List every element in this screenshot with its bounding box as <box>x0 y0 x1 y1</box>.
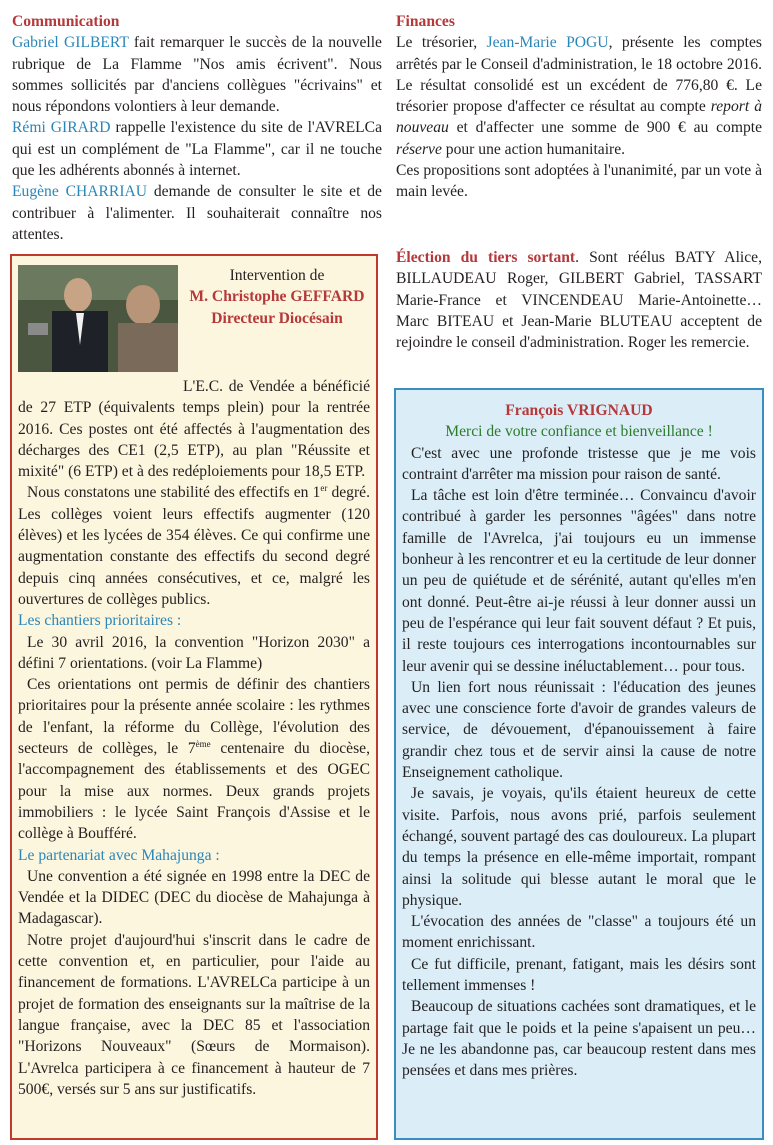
election-section: Élection du tiers sortant. Sont réélus BATY Alice, BILLAUDEAU Roger, GILBERT Gabriel, TASSART Marie-France et VINCENDEAU Marie-Antoinette… Marc BITEAU et Jean-Marie BLUTEAU acceptent de rejoindre le conseil d'administration. Roger les remercie. <box>396 249 762 352</box>
communication-paragraph: Rémi GIRARD rappelle l'existence du site de l'AVRELCa qui est un complément de "La Flamme", car il ne touche que les adhérents abonnés à internet. <box>12 119 382 180</box>
communication-section <box>12 11 382 245</box>
member-name: Rémi GIRARD <box>12 119 111 137</box>
vrignaud-header <box>402 400 756 443</box>
intervention-paragraph: Notre projet d'aujourd'hui s'inscrit dans le cadre de cette convention et, en particulier, pour l'aide au financement de formations. L'AVRELCa participe à un projet de formation des enseignants sur la maîtrise de la langue française, avec la DEC 85 et l'association "Horizons Nouveaux" (Sœurs de Mormaison). L'Avrelca participera à ce financement à hauteur de 7 500€, versés sur 5 ans sur justificatifs. <box>18 931 370 1098</box>
subheading-partenariat: Le partenariat avec Mahajunga : <box>18 846 220 864</box>
intervention-paragraph: L'E.C. de Vendée a bénéficié de 27 ETP (équivalents temps plein) pour la rentrée 2016. Ces postes ont été affectés à l'augmentation des décharges des CE1 (2,5 ETP), au plan "Réussite et mixité" (6 ETP) et à des redéploiements pour 18,5 ETP. <box>18 378 370 481</box>
finances-paragraph: Ces propositions sont adoptées à l'unanimité, par un vote à main levée. <box>396 162 762 201</box>
intervention-paragraph: Nous constatons une stabilité des effectifs en 1er degré. Les collèges voient leurs effectifs augmenter (120 élèves) et les lycées de 354 élèves. Ce qui confirme une augmentation constante des effectifs du second degré depuis cinq années consécutives, et ce, malgré les ouvertures de collèges publics. <box>18 483 370 608</box>
finances-paragraph: Le trésorier, Jean-Marie POGU, présente les comptes arrêtés par le Conseil d'administration, le 18 octobre 2016. Le résultat consolidé est un excédent de 776,80 €. Le trésorier propose d'affecter ce résultat au compte report à nouveau et d'affecter une somme de 900 € au compte réserve pour une action humanitaire. <box>396 34 762 158</box>
vrignaud-box <box>394 388 764 1140</box>
vrignaud-paragraph: La tâche est loin d'être terminée… Convaincu d'avoir contribué à garder les personnes "âgées" dans notre famille de l'Avrelca, j'ai toujours eu un immense bonheur à les rencontrer et eu la certitude de leur donner un peu de quiétude et de sérénité, autant qu'elles m'en ont donné. Peut-être ai-je réussi à leur donner aussi un peu de l'espérance qui leur fait souvent défaut ? Et puis, il reste toujours ces interrogations incontournables sur leur avenir qui se dessine inéluctablement… pour tous. <box>402 487 756 675</box>
speaker-title: Directeur Diocésain <box>211 309 343 327</box>
intro-line: Intervention de <box>229 267 325 284</box>
subheading-chantiers: Les chantiers prioritaires : <box>18 612 182 630</box>
intervention-paragraph: Le 30 avril 2016, la convention "Horizon 2030" a défini 7 orientations. (voir La Flamme) <box>18 633 370 672</box>
communication-paragraph: Eugène CHARRIAU demande de consulter le site et de contribuer à l'alimenter. Il souhaiterait connaître nos attentes. <box>12 183 382 243</box>
member-name: Gabriel GILBERT <box>12 34 129 52</box>
vrignaud-paragraph: C'est avec une profonde tristesse que je me vois contraint d'arrêter ma mission pour raison de santé. <box>402 444 756 483</box>
intervention-paragraph: Une convention a été signée en 1998 entre la DEC de Vendée et la DIDEC (DEC du diocèse de Mahajunga à Madagascar). <box>18 867 370 928</box>
author-motto: Merci de votre confiance et bienveillance ! <box>445 423 713 441</box>
author-name: François VRIGNAUD <box>505 402 653 419</box>
speaker-name: M. Christophe GEFFARD <box>189 288 365 306</box>
treasurer-name: Jean-Marie POGU <box>486 34 609 52</box>
communication-heading: Communication <box>12 13 120 30</box>
speaker-photo <box>18 265 178 372</box>
vrignaud-paragraph: Beaucoup de situations cachées sont dramatiques, et le partage fait que le poids et la peine s'apaisent un peu… Je ne les abandonne pas, car beaucoup restent dans mes pensées et dans mes prières. <box>402 998 756 1080</box>
election-heading: Élection du tiers sortant <box>396 249 576 266</box>
communication-paragraph: Gabriel GILBERT fait remarquer le succès de la nouvelle rubrique de La Flamme "Nos amis écrivent". Nous sommes sollicités par d'anciens collègues "écrivains" et nous répondons volontiers à leur demande. <box>12 34 382 116</box>
vrignaud-paragraph: Ce fut difficile, prenant, fatigant, mais les désirs sont tellement immenses ! <box>402 955 756 995</box>
vrignaud-paragraph: Un lien fort nous réunissait : l'éducation des jeunes avec une conscience forte d'avoir de grandes valeurs de service, de dévouement, d'épanouissement à faire grandir chez tous et de servir ainsi la cause de notre Enseignement catholique. <box>402 678 756 782</box>
intervention-paragraph: Ces orientations ont permis de définir des chantiers prioritaires pour la présente année scolaire : les rythmes de l'enfant, la réforme du Collège, l'évolution des secteurs de collèges, le 7ème centenaire du diocèse, l'accompagnement des établissements et des OGEC pour la mise aux normes. Deux grands projets immobiliers : le lycée Saint François d'Assise et le collège à Boufféré. <box>18 676 370 843</box>
photo-illustration <box>18 265 178 372</box>
member-name: Eugène CHARRIAU <box>12 183 148 201</box>
vrignaud-paragraph: Je savais, je voyais, qu'ils étaient heureux de cette visite. Parfois, nous avons prié, parfois seulement échangé, souvent partagé des cas douloureux. La plupart du temps la présence en elle-même importait, rompant ainsi la solitude qui blesse autant le moral que le physique. <box>402 785 756 909</box>
intervention-box <box>10 254 378 1140</box>
vrignaud-paragraph: L'évocation des années de "classe" a toujours été un moment enrichissant. <box>402 913 756 952</box>
finances-section <box>396 11 762 203</box>
finances-heading: Finances <box>396 13 455 30</box>
